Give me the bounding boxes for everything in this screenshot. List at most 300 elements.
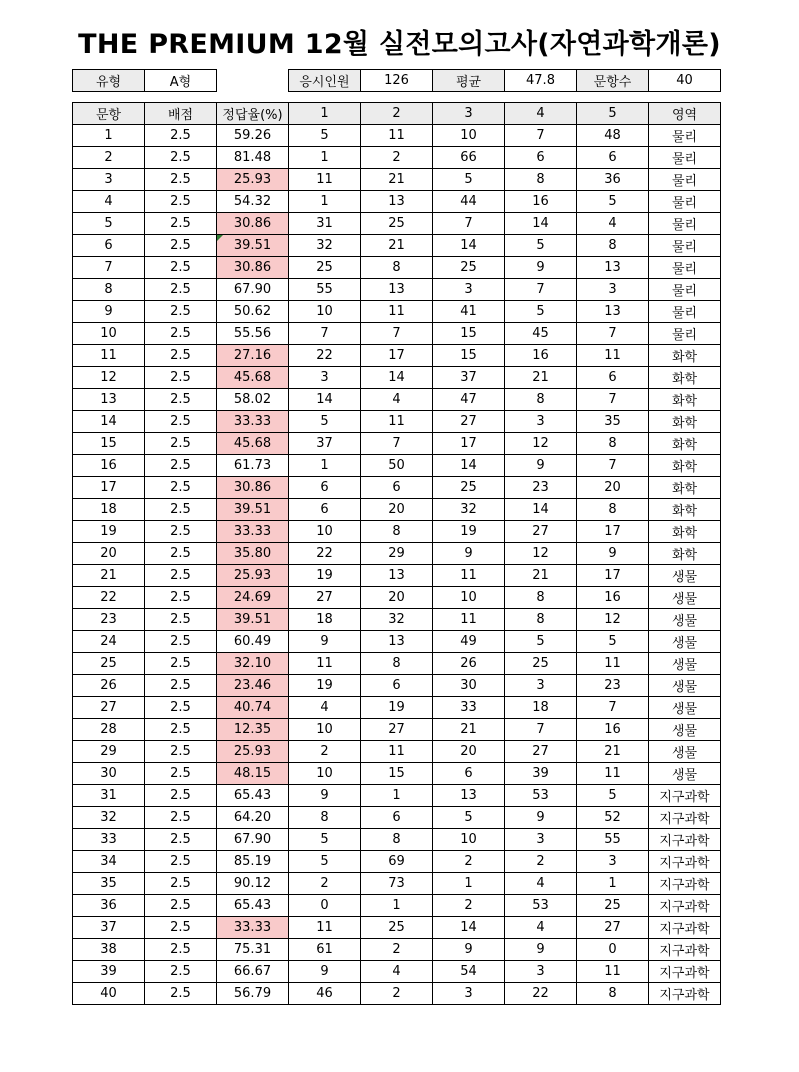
cell-choice-4-count[interactable]: 8 xyxy=(505,389,577,411)
cell-choice-4-count[interactable]: 3 xyxy=(505,675,577,697)
cell-area[interactable]: 생물 xyxy=(649,609,721,631)
cell-area[interactable]: 화학 xyxy=(649,367,721,389)
cell-choice-4-count[interactable]: 9 xyxy=(505,455,577,477)
cell-choice-4-count[interactable]: 3 xyxy=(505,961,577,983)
cell-choice-2-count[interactable]: 6 xyxy=(361,675,433,697)
cell-choice-1-count[interactable]: 2 xyxy=(289,873,361,895)
cell-points[interactable]: 2.5 xyxy=(145,499,217,521)
header-choice-3[interactable]: 3 xyxy=(433,103,505,125)
cell-choice-4-count[interactable]: 39 xyxy=(505,763,577,785)
cell-points[interactable]: 2.5 xyxy=(145,411,217,433)
cell-choice-4-count[interactable]: 5 xyxy=(505,235,577,257)
cell-question-number[interactable]: 38 xyxy=(73,939,145,961)
cell-question-number[interactable]: 14 xyxy=(73,411,145,433)
cell-area[interactable]: 물리 xyxy=(649,279,721,301)
cell-points[interactable]: 2.5 xyxy=(145,719,217,741)
cell-choice-3-count[interactable]: 54 xyxy=(433,961,505,983)
cell-choice-2-count[interactable]: 27 xyxy=(361,719,433,741)
cell-question-number[interactable]: 29 xyxy=(73,741,145,763)
cell-choice-5-count[interactable]: 5 xyxy=(577,631,649,653)
type-value[interactable]: A형 xyxy=(145,70,217,92)
cell-choice-2-count[interactable]: 2 xyxy=(361,983,433,1005)
header-choice-4[interactable]: 4 xyxy=(505,103,577,125)
cell-choice-1-count[interactable]: 1 xyxy=(289,147,361,169)
cell-question-number[interactable]: 8 xyxy=(73,279,145,301)
cell-choice-5-count[interactable]: 12 xyxy=(577,609,649,631)
cell-points[interactable]: 2.5 xyxy=(145,301,217,323)
cell-points[interactable]: 2.5 xyxy=(145,763,217,785)
cell-choice-5-count[interactable]: 17 xyxy=(577,565,649,587)
cell-correct-rate[interactable]: 24.69 xyxy=(217,587,289,609)
cell-area[interactable]: 생물 xyxy=(649,763,721,785)
cell-choice-1-count[interactable]: 6 xyxy=(289,499,361,521)
cell-correct-rate[interactable]: 58.02 xyxy=(217,389,289,411)
cell-choice-3-count[interactable]: 6 xyxy=(433,763,505,785)
cell-choice-4-count[interactable]: 9 xyxy=(505,807,577,829)
cell-choice-4-count[interactable]: 3 xyxy=(505,829,577,851)
cell-points[interactable]: 2.5 xyxy=(145,235,217,257)
cell-choice-4-count[interactable]: 7 xyxy=(505,279,577,301)
cell-correct-rate[interactable]: 67.90 xyxy=(217,279,289,301)
cell-correct-rate[interactable]: 33.33 xyxy=(217,917,289,939)
cell-points[interactable]: 2.5 xyxy=(145,939,217,961)
cell-correct-rate[interactable]: 67.90 xyxy=(217,829,289,851)
cell-choice-5-count[interactable]: 17 xyxy=(577,521,649,543)
cell-question-number[interactable]: 39 xyxy=(73,961,145,983)
cell-points[interactable]: 2.5 xyxy=(145,653,217,675)
cell-area[interactable]: 생물 xyxy=(649,653,721,675)
cell-correct-rate[interactable]: 39.51 xyxy=(217,499,289,521)
average-value[interactable]: 47.8 xyxy=(505,70,577,92)
cell-choice-4-count[interactable]: 16 xyxy=(505,191,577,213)
cell-points[interactable]: 2.5 xyxy=(145,873,217,895)
cell-choice-1-count[interactable]: 55 xyxy=(289,279,361,301)
cell-question-number[interactable]: 5 xyxy=(73,213,145,235)
cell-points[interactable]: 2.5 xyxy=(145,587,217,609)
cell-correct-rate[interactable]: 12.35 xyxy=(217,719,289,741)
cell-choice-5-count[interactable]: 4 xyxy=(577,213,649,235)
cell-choice-2-count[interactable]: 25 xyxy=(361,213,433,235)
cell-choice-3-count[interactable]: 14 xyxy=(433,455,505,477)
cell-question-number[interactable]: 3 xyxy=(73,169,145,191)
cell-choice-5-count[interactable]: 7 xyxy=(577,323,649,345)
cell-choice-1-count[interactable]: 7 xyxy=(289,323,361,345)
cell-choice-1-count[interactable]: 0 xyxy=(289,895,361,917)
cell-correct-rate[interactable]: 54.32 xyxy=(217,191,289,213)
cell-choice-2-count[interactable]: 17 xyxy=(361,345,433,367)
cell-points[interactable]: 2.5 xyxy=(145,829,217,851)
cell-choice-5-count[interactable]: 48 xyxy=(577,125,649,147)
cell-choice-1-count[interactable]: 19 xyxy=(289,675,361,697)
cell-choice-4-count[interactable]: 5 xyxy=(505,631,577,653)
cell-correct-rate[interactable]: 35.80 xyxy=(217,543,289,565)
cell-choice-2-count[interactable]: 4 xyxy=(361,961,433,983)
cell-choice-1-count[interactable]: 4 xyxy=(289,697,361,719)
cell-choice-4-count[interactable]: 53 xyxy=(505,785,577,807)
cell-correct-rate[interactable]: 39.51 xyxy=(217,609,289,631)
cell-area[interactable]: 생물 xyxy=(649,719,721,741)
cell-choice-2-count[interactable]: 4 xyxy=(361,389,433,411)
cell-choice-2-count[interactable]: 20 xyxy=(361,499,433,521)
cell-correct-rate[interactable]: 30.86 xyxy=(217,477,289,499)
cell-area[interactable]: 생물 xyxy=(649,587,721,609)
cell-choice-4-count[interactable]: 9 xyxy=(505,257,577,279)
cell-choice-1-count[interactable]: 10 xyxy=(289,301,361,323)
cell-choice-4-count[interactable]: 7 xyxy=(505,125,577,147)
cell-choice-5-count[interactable]: 11 xyxy=(577,345,649,367)
cell-correct-rate[interactable]: 48.15 xyxy=(217,763,289,785)
cell-choice-2-count[interactable]: 14 xyxy=(361,367,433,389)
cell-choice-1-count[interactable]: 9 xyxy=(289,631,361,653)
cell-correct-rate[interactable]: 81.48 xyxy=(217,147,289,169)
cell-choice-4-count[interactable]: 22 xyxy=(505,983,577,1005)
cell-area[interactable]: 화학 xyxy=(649,521,721,543)
cell-choice-1-count[interactable]: 10 xyxy=(289,763,361,785)
cell-area[interactable]: 물리 xyxy=(649,191,721,213)
cell-choice-4-count[interactable]: 7 xyxy=(505,719,577,741)
cell-area[interactable]: 화학 xyxy=(649,499,721,521)
cell-correct-rate[interactable]: 32.10 xyxy=(217,653,289,675)
cell-points[interactable]: 2.5 xyxy=(145,675,217,697)
header-choice-2[interactable]: 2 xyxy=(361,103,433,125)
cell-choice-4-count[interactable]: 53 xyxy=(505,895,577,917)
cell-area[interactable]: 화학 xyxy=(649,389,721,411)
cell-choice-1-count[interactable]: 11 xyxy=(289,917,361,939)
cell-area[interactable]: 물리 xyxy=(649,169,721,191)
cell-points[interactable]: 2.5 xyxy=(145,213,217,235)
cell-points[interactable]: 2.5 xyxy=(145,851,217,873)
cell-question-number[interactable]: 27 xyxy=(73,697,145,719)
cell-points[interactable]: 2.5 xyxy=(145,323,217,345)
cell-choice-4-count[interactable]: 12 xyxy=(505,543,577,565)
cell-area[interactable]: 지구과학 xyxy=(649,917,721,939)
cell-question-number[interactable]: 35 xyxy=(73,873,145,895)
cell-choice-2-count[interactable]: 1 xyxy=(361,785,433,807)
cell-choice-1-count[interactable]: 61 xyxy=(289,939,361,961)
cell-question-number[interactable]: 28 xyxy=(73,719,145,741)
cell-choice-1-count[interactable]: 5 xyxy=(289,851,361,873)
cell-correct-rate[interactable]: 56.79 xyxy=(217,983,289,1005)
cell-choice-2-count[interactable]: 13 xyxy=(361,191,433,213)
cell-correct-rate[interactable]: 64.20 xyxy=(217,807,289,829)
cell-question-number[interactable]: 37 xyxy=(73,917,145,939)
cell-question-number[interactable]: 32 xyxy=(73,807,145,829)
cell-choice-3-count[interactable]: 5 xyxy=(433,807,505,829)
cell-choice-5-count[interactable]: 6 xyxy=(577,367,649,389)
cell-area[interactable]: 물리 xyxy=(649,235,721,257)
cell-choice-5-count[interactable]: 13 xyxy=(577,257,649,279)
cell-choice-1-count[interactable]: 10 xyxy=(289,719,361,741)
cell-choice-1-count[interactable]: 3 xyxy=(289,367,361,389)
cell-choice-1-count[interactable]: 11 xyxy=(289,653,361,675)
cell-choice-1-count[interactable]: 25 xyxy=(289,257,361,279)
cell-question-number[interactable]: 17 xyxy=(73,477,145,499)
cell-area[interactable]: 지구과학 xyxy=(649,851,721,873)
cell-choice-2-count[interactable]: 11 xyxy=(361,741,433,763)
cell-choice-3-count[interactable]: 37 xyxy=(433,367,505,389)
cell-points[interactable]: 2.5 xyxy=(145,917,217,939)
cell-choice-2-count[interactable]: 13 xyxy=(361,631,433,653)
cell-choice-3-count[interactable]: 41 xyxy=(433,301,505,323)
cell-correct-rate[interactable]: 90.12 xyxy=(217,873,289,895)
cell-choice-2-count[interactable]: 69 xyxy=(361,851,433,873)
cell-correct-rate[interactable]: 55.56 xyxy=(217,323,289,345)
cell-choice-3-count[interactable]: 15 xyxy=(433,323,505,345)
cell-correct-rate[interactable]: 30.86 xyxy=(217,257,289,279)
cell-area[interactable]: 지구과학 xyxy=(649,873,721,895)
cell-choice-4-count[interactable]: 5 xyxy=(505,301,577,323)
cell-choice-3-count[interactable]: 25 xyxy=(433,477,505,499)
cell-choice-1-count[interactable]: 37 xyxy=(289,433,361,455)
cell-choice-3-count[interactable]: 33 xyxy=(433,697,505,719)
cell-choice-4-count[interactable]: 9 xyxy=(505,939,577,961)
cell-choice-1-count[interactable]: 6 xyxy=(289,477,361,499)
cell-choice-5-count[interactable]: 8 xyxy=(577,983,649,1005)
cell-choice-5-count[interactable]: 52 xyxy=(577,807,649,829)
cell-area[interactable]: 화학 xyxy=(649,433,721,455)
cell-area[interactable]: 물리 xyxy=(649,213,721,235)
cell-choice-4-count[interactable]: 25 xyxy=(505,653,577,675)
cell-choice-1-count[interactable]: 11 xyxy=(289,169,361,191)
cell-choice-3-count[interactable]: 49 xyxy=(433,631,505,653)
cell-choice-4-count[interactable]: 4 xyxy=(505,917,577,939)
cell-choice-2-count[interactable]: 8 xyxy=(361,521,433,543)
cell-correct-rate[interactable]: 61.73 xyxy=(217,455,289,477)
cell-choice-3-count[interactable]: 11 xyxy=(433,565,505,587)
cell-choice-3-count[interactable]: 14 xyxy=(433,917,505,939)
cell-question-number[interactable]: 1 xyxy=(73,125,145,147)
cell-question-number[interactable]: 11 xyxy=(73,345,145,367)
cell-choice-2-count[interactable]: 8 xyxy=(361,653,433,675)
cell-area[interactable]: 물리 xyxy=(649,323,721,345)
cell-choice-2-count[interactable]: 19 xyxy=(361,697,433,719)
cell-points[interactable]: 2.5 xyxy=(145,631,217,653)
cell-points[interactable]: 2.5 xyxy=(145,433,217,455)
cell-choice-2-count[interactable]: 21 xyxy=(361,169,433,191)
cell-choice-2-count[interactable]: 6 xyxy=(361,807,433,829)
cell-question-number[interactable]: 16 xyxy=(73,455,145,477)
cell-choice-5-count[interactable]: 7 xyxy=(577,697,649,719)
cell-choice-3-count[interactable]: 3 xyxy=(433,983,505,1005)
cell-choice-4-count[interactable]: 14 xyxy=(505,213,577,235)
cell-correct-rate[interactable]: 65.43 xyxy=(217,895,289,917)
cell-choice-3-count[interactable]: 66 xyxy=(433,147,505,169)
cell-correct-rate[interactable]: 60.49 xyxy=(217,631,289,653)
cell-choice-3-count[interactable]: 17 xyxy=(433,433,505,455)
cell-area[interactable]: 생물 xyxy=(649,697,721,719)
cell-question-number[interactable]: 21 xyxy=(73,565,145,587)
cell-correct-rate[interactable]: 65.43 xyxy=(217,785,289,807)
cell-choice-1-count[interactable]: 18 xyxy=(289,609,361,631)
cell-choice-5-count[interactable]: 5 xyxy=(577,785,649,807)
cell-question-number[interactable]: 40 xyxy=(73,983,145,1005)
cell-choice-1-count[interactable]: 9 xyxy=(289,961,361,983)
cell-choice-3-count[interactable]: 5 xyxy=(433,169,505,191)
cell-choice-5-count[interactable]: 11 xyxy=(577,653,649,675)
cell-question-number[interactable]: 23 xyxy=(73,609,145,631)
cell-choice-5-count[interactable]: 23 xyxy=(577,675,649,697)
cell-choice-3-count[interactable]: 3 xyxy=(433,279,505,301)
cell-points[interactable]: 2.5 xyxy=(145,169,217,191)
cell-choice-4-count[interactable]: 8 xyxy=(505,587,577,609)
cell-choice-2-count[interactable]: 25 xyxy=(361,917,433,939)
cell-choice-3-count[interactable]: 1 xyxy=(433,873,505,895)
cell-choice-5-count[interactable]: 25 xyxy=(577,895,649,917)
cell-points[interactable]: 2.5 xyxy=(145,191,217,213)
cell-points[interactable]: 2.5 xyxy=(145,543,217,565)
cell-choice-3-count[interactable]: 19 xyxy=(433,521,505,543)
cell-question-number[interactable]: 34 xyxy=(73,851,145,873)
cell-choice-4-count[interactable]: 45 xyxy=(505,323,577,345)
cell-choice-3-count[interactable]: 9 xyxy=(433,939,505,961)
cell-area[interactable]: 물리 xyxy=(649,147,721,169)
cell-correct-rate[interactable]: 45.68 xyxy=(217,367,289,389)
cell-choice-2-count[interactable]: 32 xyxy=(361,609,433,631)
cell-correct-rate[interactable]: 59.26 xyxy=(217,125,289,147)
cell-question-number[interactable]: 6 xyxy=(73,235,145,257)
cell-choice-2-count[interactable]: 7 xyxy=(361,323,433,345)
cell-correct-rate[interactable]: 33.33 xyxy=(217,521,289,543)
cell-points[interactable]: 2.5 xyxy=(145,477,217,499)
cell-choice-2-count[interactable]: 8 xyxy=(361,257,433,279)
cell-correct-rate[interactable]: 75.31 xyxy=(217,939,289,961)
cell-choice-3-count[interactable]: 26 xyxy=(433,653,505,675)
cell-choice-5-count[interactable]: 7 xyxy=(577,389,649,411)
cell-choice-3-count[interactable]: 21 xyxy=(433,719,505,741)
cell-question-number[interactable]: 26 xyxy=(73,675,145,697)
cell-choice-3-count[interactable]: 11 xyxy=(433,609,505,631)
header-choice-1[interactable]: 1 xyxy=(289,103,361,125)
cell-points[interactable]: 2.5 xyxy=(145,455,217,477)
cell-choice-5-count[interactable]: 8 xyxy=(577,235,649,257)
cell-choice-3-count[interactable]: 7 xyxy=(433,213,505,235)
cell-choice-2-count[interactable]: 13 xyxy=(361,565,433,587)
cell-area[interactable]: 화학 xyxy=(649,543,721,565)
cell-points[interactable]: 2.5 xyxy=(145,367,217,389)
cell-choice-3-count[interactable]: 20 xyxy=(433,741,505,763)
cell-question-number[interactable]: 20 xyxy=(73,543,145,565)
cell-choice-4-count[interactable]: 16 xyxy=(505,345,577,367)
cell-area[interactable]: 생물 xyxy=(649,631,721,653)
cell-correct-rate[interactable]: 39.51 xyxy=(217,235,289,257)
cell-points[interactable]: 2.5 xyxy=(145,521,217,543)
cell-choice-4-count[interactable]: 27 xyxy=(505,741,577,763)
cell-choice-4-count[interactable]: 6 xyxy=(505,147,577,169)
cell-choice-1-count[interactable]: 9 xyxy=(289,785,361,807)
cell-points[interactable]: 2.5 xyxy=(145,895,217,917)
cell-question-number[interactable]: 13 xyxy=(73,389,145,411)
cell-area[interactable]: 지구과학 xyxy=(649,807,721,829)
cell-question-number[interactable]: 9 xyxy=(73,301,145,323)
cell-choice-3-count[interactable]: 25 xyxy=(433,257,505,279)
cell-question-number[interactable]: 24 xyxy=(73,631,145,653)
cell-choice-5-count[interactable]: 11 xyxy=(577,763,649,785)
cell-choice-1-count[interactable]: 5 xyxy=(289,411,361,433)
cell-choice-4-count[interactable]: 27 xyxy=(505,521,577,543)
cell-points[interactable]: 2.5 xyxy=(145,807,217,829)
cell-area[interactable]: 지구과학 xyxy=(649,895,721,917)
cell-choice-5-count[interactable]: 8 xyxy=(577,499,649,521)
cell-correct-rate[interactable]: 25.93 xyxy=(217,169,289,191)
cell-choice-3-count[interactable]: 44 xyxy=(433,191,505,213)
cell-choice-3-count[interactable]: 10 xyxy=(433,125,505,147)
cell-area[interactable]: 화학 xyxy=(649,345,721,367)
header-correct-rate[interactable]: 정답율(%) xyxy=(217,103,289,125)
cell-question-number[interactable]: 7 xyxy=(73,257,145,279)
cell-area[interactable]: 화학 xyxy=(649,411,721,433)
cell-choice-2-count[interactable]: 29 xyxy=(361,543,433,565)
cell-choice-5-count[interactable]: 16 xyxy=(577,719,649,741)
cell-question-number[interactable]: 2 xyxy=(73,147,145,169)
cell-choice-1-count[interactable]: 27 xyxy=(289,587,361,609)
cell-choice-2-count[interactable]: 13 xyxy=(361,279,433,301)
cell-area[interactable]: 생물 xyxy=(649,741,721,763)
cell-question-number[interactable]: 12 xyxy=(73,367,145,389)
cell-points[interactable]: 2.5 xyxy=(145,125,217,147)
cell-choice-1-count[interactable]: 5 xyxy=(289,125,361,147)
cell-choice-1-count[interactable]: 14 xyxy=(289,389,361,411)
cell-choice-5-count[interactable]: 27 xyxy=(577,917,649,939)
cell-correct-rate[interactable]: 50.62 xyxy=(217,301,289,323)
cell-points[interactable]: 2.5 xyxy=(145,961,217,983)
cell-choice-5-count[interactable]: 35 xyxy=(577,411,649,433)
cell-area[interactable]: 생물 xyxy=(649,675,721,697)
cell-points[interactable]: 2.5 xyxy=(145,565,217,587)
cell-points[interactable]: 2.5 xyxy=(145,609,217,631)
cell-points[interactable]: 2.5 xyxy=(145,279,217,301)
header-points[interactable]: 배점 xyxy=(145,103,217,125)
cell-choice-5-count[interactable]: 3 xyxy=(577,851,649,873)
cell-choice-3-count[interactable]: 27 xyxy=(433,411,505,433)
cell-choice-2-count[interactable]: 11 xyxy=(361,125,433,147)
cell-area[interactable]: 화학 xyxy=(649,477,721,499)
cell-area[interactable]: 물리 xyxy=(649,301,721,323)
cell-points[interactable]: 2.5 xyxy=(145,785,217,807)
cell-area[interactable]: 물리 xyxy=(649,125,721,147)
count-value[interactable]: 126 xyxy=(361,70,433,92)
cell-choice-3-count[interactable]: 32 xyxy=(433,499,505,521)
cell-question-number[interactable]: 18 xyxy=(73,499,145,521)
cell-choice-1-count[interactable]: 5 xyxy=(289,829,361,851)
cell-points[interactable]: 2.5 xyxy=(145,257,217,279)
cell-choice-2-count[interactable]: 11 xyxy=(361,411,433,433)
cell-choice-3-count[interactable]: 2 xyxy=(433,851,505,873)
cell-area[interactable]: 생물 xyxy=(649,565,721,587)
cell-correct-rate[interactable]: 40.74 xyxy=(217,697,289,719)
cell-area[interactable]: 화학 xyxy=(649,455,721,477)
cell-correct-rate[interactable]: 45.68 xyxy=(217,433,289,455)
cell-choice-4-count[interactable]: 23 xyxy=(505,477,577,499)
cell-choice-1-count[interactable]: 22 xyxy=(289,543,361,565)
cell-choice-4-count[interactable]: 21 xyxy=(505,565,577,587)
cell-choice-4-count[interactable]: 12 xyxy=(505,433,577,455)
cell-choice-1-count[interactable]: 22 xyxy=(289,345,361,367)
cell-choice-5-count[interactable]: 0 xyxy=(577,939,649,961)
cell-choice-2-count[interactable]: 1 xyxy=(361,895,433,917)
cell-question-number[interactable]: 33 xyxy=(73,829,145,851)
cell-area[interactable]: 지구과학 xyxy=(649,983,721,1005)
cell-choice-5-count[interactable]: 5 xyxy=(577,191,649,213)
cell-choice-5-count[interactable]: 3 xyxy=(577,279,649,301)
cell-choice-2-count[interactable]: 21 xyxy=(361,235,433,257)
header-choice-5[interactable]: 5 xyxy=(577,103,649,125)
cell-choice-3-count[interactable]: 13 xyxy=(433,785,505,807)
cell-correct-rate[interactable]: 33.33 xyxy=(217,411,289,433)
header-area[interactable]: 영역 xyxy=(649,103,721,125)
cell-correct-rate[interactable]: 30.86 xyxy=(217,213,289,235)
cell-question-number[interactable]: 19 xyxy=(73,521,145,543)
cell-question-number[interactable]: 4 xyxy=(73,191,145,213)
